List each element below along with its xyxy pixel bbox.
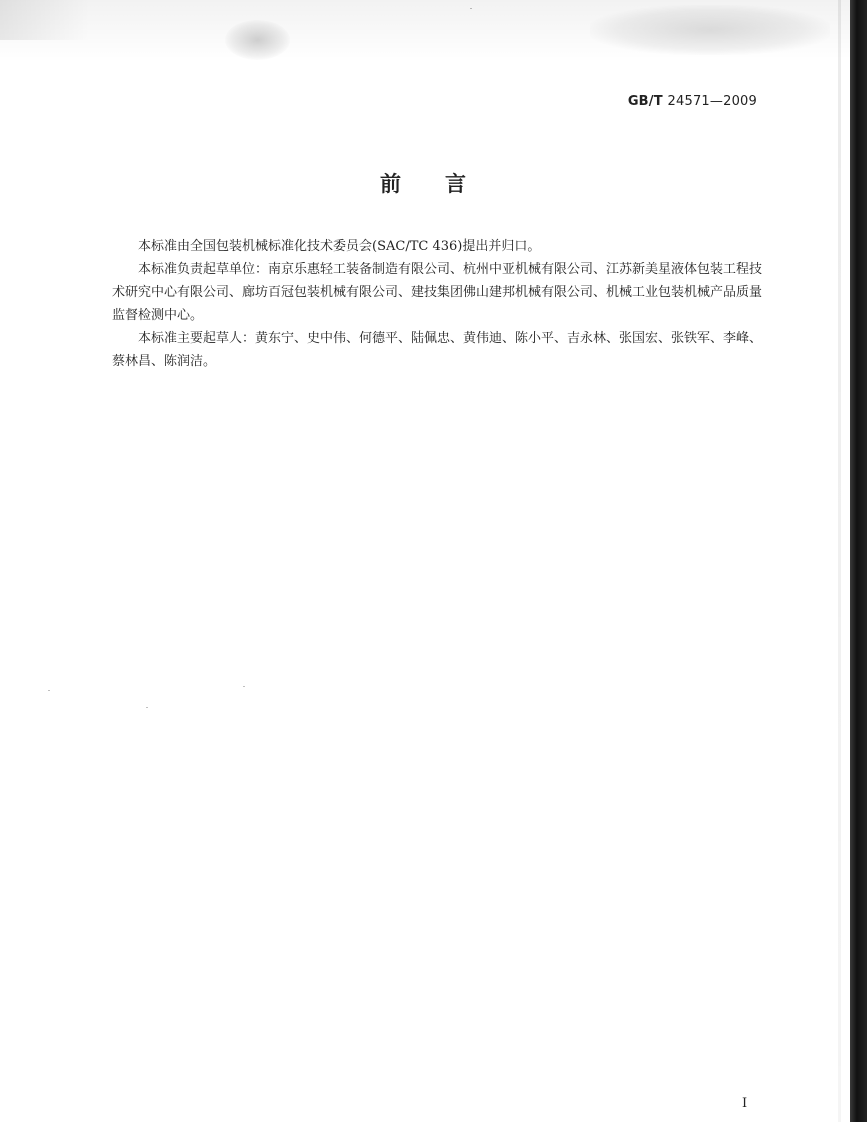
standard-prefix: GB/T [627, 94, 663, 109]
page-title: 前言 [380, 172, 510, 196]
paragraph: 本标准由全国包装机械标准化技术委员会(SAC/TC 436)提出并归口。 [138, 239, 541, 254]
scan-blot [225, 20, 290, 60]
scan-speck [146, 707, 148, 708]
paragraph: 本标准负责起草单位：南京乐惠轻工装备制造有限公司、杭州中亚机械有限公司、江苏新美星液体包装工程技术研究中心有限公司、廊坊百冠包装机械有限公司、建技集团佛山建邦机械有限公司、机械工业包装机械产品质量监督检测中心。 [112, 262, 763, 323]
scan-blot [590, 5, 830, 55]
scan-speck [470, 8, 472, 9]
standard-number: 24571—2009 [667, 94, 757, 109]
scan-speck [243, 686, 245, 687]
document-body [112, 235, 762, 373]
scan-speck [48, 690, 50, 691]
page-number: I [742, 1096, 748, 1111]
paragraph: 本标准主要起草人：黄东宁、史中伟、何德平、陆佩忠、黄伟迪、陈小平、吉永林、张国宏、张铁军、李峰、蔡林昌、陈润洁。 [112, 331, 763, 369]
page-edge-border [850, 0, 867, 1122]
standard-code [628, 94, 757, 109]
scan-edge-shadow [0, 0, 90, 40]
scan-shadow [0, 0, 867, 60]
